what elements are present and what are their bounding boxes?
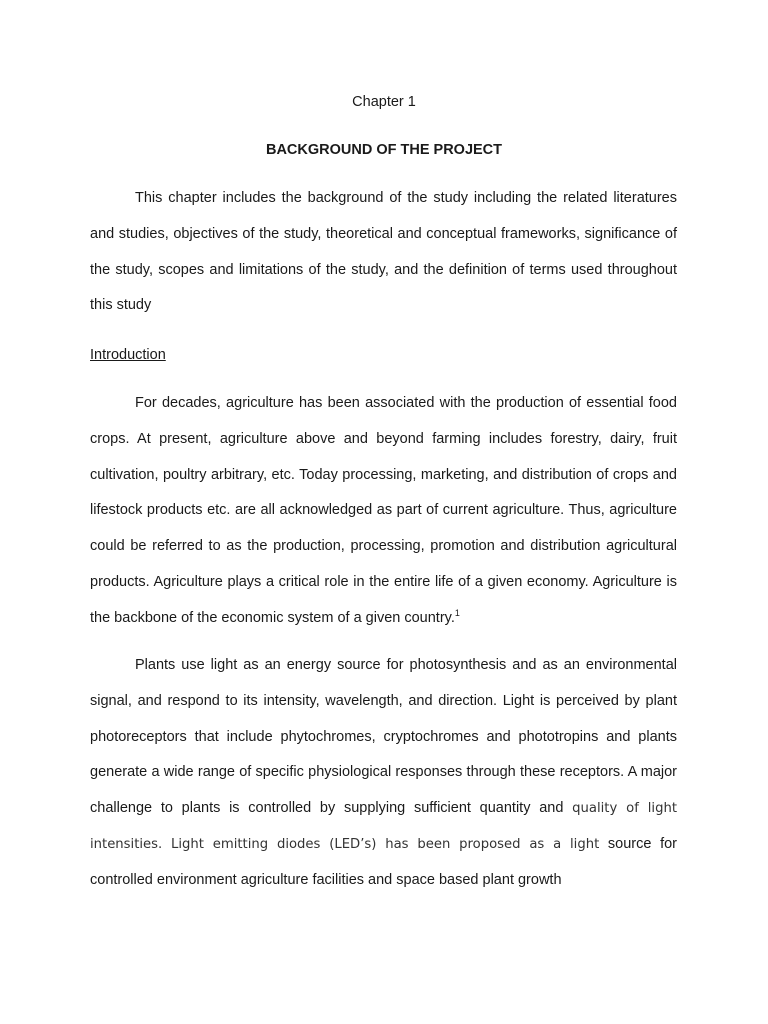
plants-paragraph-text-1: Plants use light as an energy source for photosynthesis and as an environmental signal, and respond to its intensity, wavelength, and direction. Light is perceived by plant photoreceptors that include phytochromes, cryptochromes and phototropins and plants generate a wide range of specific physiological responses through these receptors. A major challenge to plants is controlled by supplying sufficient quantity and [90,657,677,817]
section-heading-introduction: Introduction [90,347,166,363]
plants-paragraph [90,648,677,899]
agriculture-paragraph [90,386,677,637]
intro-paragraph: This chapter includes the background of the study including the related literatures and studies, objectives of the study, theoretical and conceptual frameworks, significance of the study, scopes and limitations of the study, and the definition of terms used throughout this study [90,190,677,314]
footnote-marker: 1 [454,607,460,618]
plants-paragraph-text-3: source for controlled environment agriculture facilities and space based plant growth [90,835,678,888]
agriculture-paragraph-text: For decades, agriculture has been associated with the production of essential food crops. At present, agriculture above and beyond farming includes forestry, dairy, fruit cultivation, poultry arbitrary, etc. Today processing, marketing, and distribution of crops and lifestock products etc. are all acknowledged as part of current agriculture. Thus, agriculture could be referred to as the production, processing, promotion and distribution agricultural products. Agriculture plays a critical role in the entire life of a given economy. Agriculture is the backbone of the economic system of a given country. [90,395,677,626]
plants-paragraph-text-2: quality of light intensities. Light emitting diodes (LED’s) has been proposed as a light [90,801,678,852]
chapter-title: BACKGROUND OF THE PROJECT [265,142,503,158]
chapter-label: Chapter 1 [352,94,416,110]
